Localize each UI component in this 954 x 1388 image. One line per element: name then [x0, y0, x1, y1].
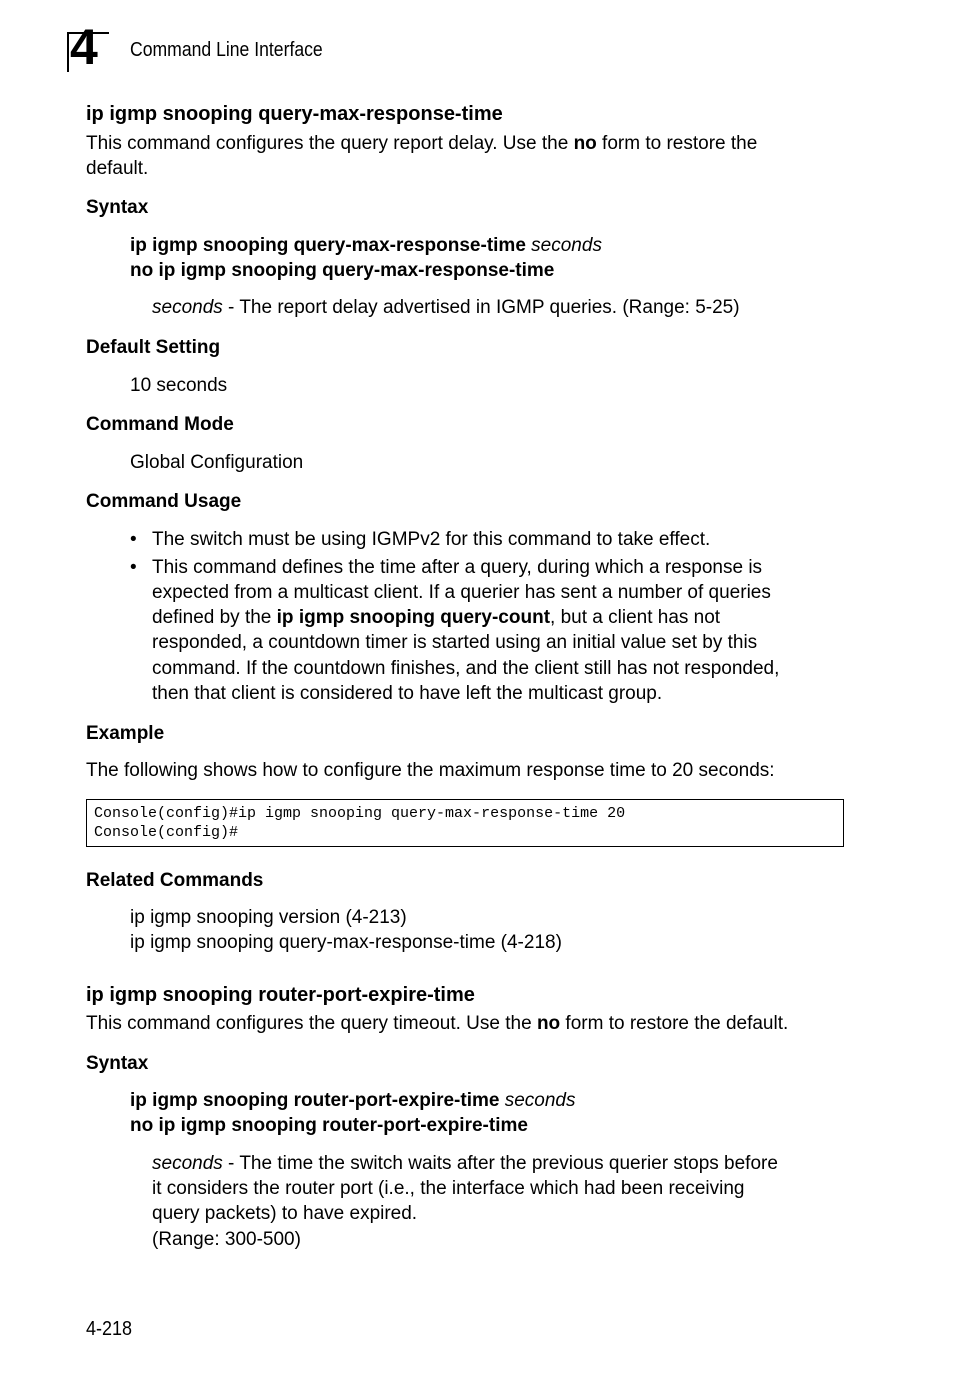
usage-item-1: The switch must be using IGMPv2 for this command to take effect.: [152, 529, 711, 550]
command-mode-value: Global Configuration: [130, 452, 304, 473]
section2-syntax-command: ip igmp snooping router-port-expire-time seconds: [130, 1090, 576, 1111]
usage-item-2-line5: command. If the countdown finishes, and the client still has not responded,: [152, 658, 780, 679]
chapter-number: 4: [70, 19, 96, 75]
usage-item-2-line2: expected from a multicast client. If a querier has sent a number of queries: [152, 582, 771, 603]
usage-item-2-line6: then that client is considered to have left the multicast group.: [152, 683, 663, 704]
section1-syntax-heading: Syntax: [86, 197, 149, 218]
example-intro: The following shows how to configure the maximum response time to 20 seconds:: [86, 760, 775, 781]
section2-syntax-no-command: no ip igmp snooping router-port-expire-time: [130, 1115, 528, 1136]
usage-item-2-line4: responded, a countdown timer is started using an initial value set by this: [152, 632, 758, 653]
page-number: 4-218: [86, 1318, 133, 1340]
code-example: [86, 799, 844, 847]
code-line-2: Console(config)#: [94, 824, 239, 841]
section1-title: ip igmp snooping query-max-response-time: [86, 103, 503, 125]
default-setting-heading: Default Setting: [86, 337, 221, 358]
section2-parameter-range: (Range: 300-500): [152, 1229, 301, 1250]
section1-description-line2: default.: [86, 158, 149, 179]
code-line-1: Console(config)#ip igmp snooping query-max-response-time 20: [94, 805, 626, 822]
bullet-2: •: [130, 557, 137, 578]
command-mode-heading: Command Mode: [86, 414, 234, 435]
section2-description: This command configures the query timeout. Use the no form to restore the default.: [86, 1013, 789, 1034]
section2-parameter-line3: query packets) to have expired.: [152, 1203, 418, 1224]
bullet-1: •: [130, 529, 137, 550]
command-usage-heading: Command Usage: [86, 491, 242, 512]
header-title: Command Line Interface: [130, 39, 323, 61]
usage-item-2-line3: defined by the ip igmp snooping query-count, but a client has not: [152, 607, 721, 628]
section1-syntax-command: ip igmp snooping query-max-response-time seconds: [130, 235, 602, 256]
related-commands-heading: Related Commands: [86, 870, 264, 891]
usage-item-2-line1: This command defines the time after a query, during which a response is: [152, 557, 763, 578]
section2-parameter-line1: seconds - The time the switch waits after the previous querier stops before: [152, 1153, 778, 1174]
default-setting-value: 10 seconds: [130, 375, 228, 396]
related-command-2: ip igmp snooping query-max-response-time (4-218): [130, 932, 562, 953]
example-heading: Example: [86, 723, 165, 744]
section1-syntax-no-command: no ip igmp snooping query-max-response-time: [130, 260, 555, 281]
section2-parameter-line2: it considers the router port (i.e., the interface which had been receiving: [152, 1178, 745, 1199]
section2-title: ip igmp snooping router-port-expire-time: [86, 984, 475, 1006]
section1-parameter: seconds - The report delay advertised in IGMP queries. (Range: 5-25): [152, 297, 740, 318]
section1-description: This command configures the query report delay. Use the no form to restore the: [86, 133, 758, 154]
related-command-1: ip igmp snooping version (4-213): [130, 907, 407, 928]
section2-syntax-heading: Syntax: [86, 1053, 149, 1074]
